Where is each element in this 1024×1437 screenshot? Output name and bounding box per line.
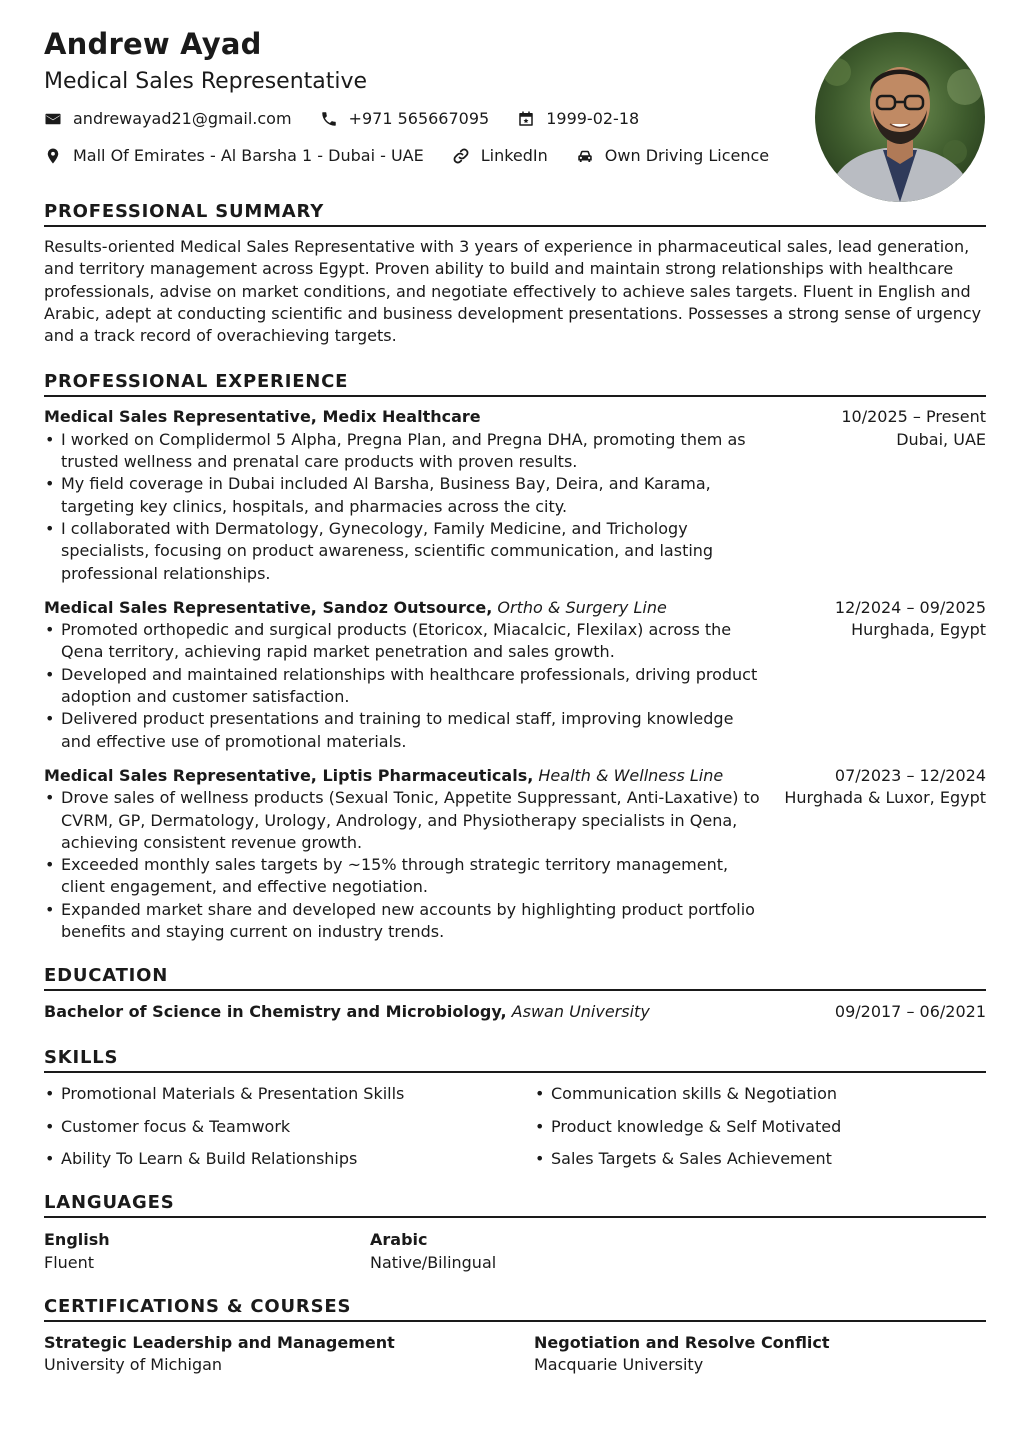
location-pin-icon xyxy=(44,147,62,165)
job-role: Medical Sales Representative, Liptis Pharmaceuticals, xyxy=(44,765,534,785)
job-entry xyxy=(44,765,986,943)
experience-heading: PROFESSIONAL EXPERIENCE xyxy=(44,371,986,397)
list-item: • Expanded market share and developed new accounts by highlighting product portfolio benefits and staying current on industry trends. xyxy=(44,899,760,944)
car-icon xyxy=(576,147,594,165)
languages-heading: LANGUAGES xyxy=(44,1192,986,1218)
phone-text: +971 565667095 xyxy=(348,109,490,128)
summary-section xyxy=(44,201,986,347)
list-item: • Developed and maintained relationships with healthcare professionals, driving product adoption and customer satisfaction. xyxy=(44,664,760,709)
candidate-title: Medical Sales Representative xyxy=(44,69,368,94)
job-bullets xyxy=(44,619,760,753)
language-item xyxy=(370,1228,670,1274)
skill-item: • Product knowledge & Self Motivated xyxy=(534,1116,986,1138)
email-text: andrewayad21@gmail.com xyxy=(73,109,292,128)
job-bullets xyxy=(44,787,760,943)
education-section xyxy=(44,965,986,1023)
linkedin-link[interactable] xyxy=(452,145,548,167)
job-entry xyxy=(44,406,986,584)
education-school: Aswan University xyxy=(511,1002,650,1022)
certification-issuer: Macquarie University xyxy=(534,1355,704,1375)
language-item xyxy=(44,1228,370,1274)
language-name: English xyxy=(44,1230,110,1250)
skills-list xyxy=(44,1083,986,1170)
job-line: Ortho & Surgery Line xyxy=(497,597,667,617)
job-dates: 12/2024 – 09/2025 xyxy=(834,597,986,617)
job-entry xyxy=(44,597,986,753)
skill-item: • Promotional Materials & Presentation Skills xyxy=(44,1083,534,1105)
list-item: • Exceeded monthly sales targets by ~15% through strategic territory management, client engagement, and effective negotiation. xyxy=(44,854,760,899)
education-degree: Bachelor of Science in Chemistry and Microbiology, xyxy=(44,1002,507,1022)
skill-item: • Ability To Learn & Build Relationships xyxy=(44,1148,534,1170)
profile-photo xyxy=(815,32,985,202)
experience-section xyxy=(44,371,986,943)
education-dates: 09/2017 – 06/2021 xyxy=(834,1002,986,1022)
list-item: • My field coverage in Dubai included Al Barsha, Business Bay, Deira, and Karama, targeting key clinics, hospitals, and pharmacies across the city. xyxy=(44,473,760,518)
candidate-name: Andrew Ayad xyxy=(44,27,262,61)
job-line: Health & Wellness Line xyxy=(538,765,724,785)
certification-title: Strategic Leadership and Management xyxy=(44,1333,395,1353)
job-role: Medical Sales Representative, Medix Healthcare xyxy=(44,407,481,427)
summary-text: Results-oriented Medical Sales Representative with 3 years of experience in pharmaceutical sales, lead generation, and territory management across Egypt. Proven ability to build and maintain strong relationships with healthcare professionals, advise on market conditions, and negotiate effectively to achieve sales targets. Fluent in English and Arabic, adept at conducting scientific and business development presentations. Possesses a strong sense of urgency and a track record of overachieving targets. xyxy=(44,237,982,346)
job-location: Dubai, UAE xyxy=(896,429,986,449)
certification-issuer: University of Michigan xyxy=(44,1355,223,1375)
list-item: • Promoted orthopedic and surgical products (Etoricox, Miacalcic, Flexilax) across the Qena territory, achieving rapid market penetration and sales growth. xyxy=(44,619,760,664)
link-icon xyxy=(452,147,470,165)
language-name: Arabic xyxy=(370,1230,428,1250)
education-entry xyxy=(44,1001,986,1023)
skill-item: • Customer focus & Teamwork xyxy=(44,1116,534,1138)
skill-item: • Sales Targets & Sales Achievement xyxy=(534,1148,986,1170)
certifications-heading: CERTIFICATIONS & COURSES xyxy=(44,1296,986,1322)
job-dates: 10/2025 – Present xyxy=(841,407,986,427)
job-location: Hurghada & Luxor, Egypt xyxy=(784,788,986,808)
job-bullets xyxy=(44,429,760,585)
summary-heading: PROFESSIONAL SUMMARY xyxy=(44,201,986,227)
certifications-section xyxy=(44,1296,986,1376)
job-meta xyxy=(784,765,986,810)
resume-page xyxy=(44,26,986,1376)
skill-item: • Communication skills & Negotiation xyxy=(534,1083,986,1105)
address-contact xyxy=(44,145,424,167)
job-location: Hurghada, Egypt xyxy=(851,620,986,640)
address-text: Mall Of Emirates - Al Barsha 1 - Dubai - UAE xyxy=(73,146,424,165)
list-item: • I collaborated with Dermatology, Gynecology, Family Medicine, and Trichology specialists, focusing on product awareness, scientific communication, and lasting professional relationships. xyxy=(44,518,760,585)
linkedin-text: LinkedIn xyxy=(480,146,548,165)
education-degree-line xyxy=(44,1001,650,1023)
list-item: • I worked on Complidermol 5 Alpha, Pregna Plan, and Pregna DHA, promoting them as trusted wellness and prenatal care products with proven results. xyxy=(44,429,760,474)
email-contact[interactable] xyxy=(44,108,292,130)
language-level: Fluent xyxy=(44,1253,95,1273)
birthdate-text: 1999-02-18 xyxy=(546,109,640,128)
certifications-list xyxy=(44,1332,986,1376)
list-item: • Drove sales of wellness products (Sexual Tonic, Appetite Suppressant, Anti-Laxative) to CVRM, GP, Dermatology, Urology, Andrology, and Physiotherapy specialists in Qena, achieving consistent revenue growth. xyxy=(44,787,760,854)
birthdate-contact xyxy=(517,108,639,130)
certification-item xyxy=(44,1332,534,1376)
phone-icon xyxy=(320,110,338,128)
phone-contact[interactable] xyxy=(320,108,490,130)
driving-licence-text: Own Driving Licence xyxy=(604,146,770,165)
job-meta xyxy=(835,597,986,642)
envelope-icon xyxy=(44,110,62,128)
education-heading: EDUCATION xyxy=(44,965,986,991)
languages-list xyxy=(44,1228,986,1274)
skills-heading: SKILLS xyxy=(44,1047,986,1073)
calendar-icon xyxy=(517,110,535,128)
job-dates: 07/2023 – 12/2024 xyxy=(834,765,986,785)
language-level: Native/Bilingual xyxy=(370,1253,497,1273)
job-role: Medical Sales Representative, Sandoz Outsource, xyxy=(44,597,493,617)
certification-title: Negotiation and Resolve Conflict xyxy=(534,1333,830,1353)
skills-section xyxy=(44,1047,986,1170)
list-item: • Delivered product presentations and training to medical staff, improving knowledge and effective use of promotional materials. xyxy=(44,708,760,753)
driving-licence-contact xyxy=(576,145,769,167)
certification-item xyxy=(534,1332,986,1376)
job-meta xyxy=(841,406,986,451)
languages-section xyxy=(44,1192,986,1274)
